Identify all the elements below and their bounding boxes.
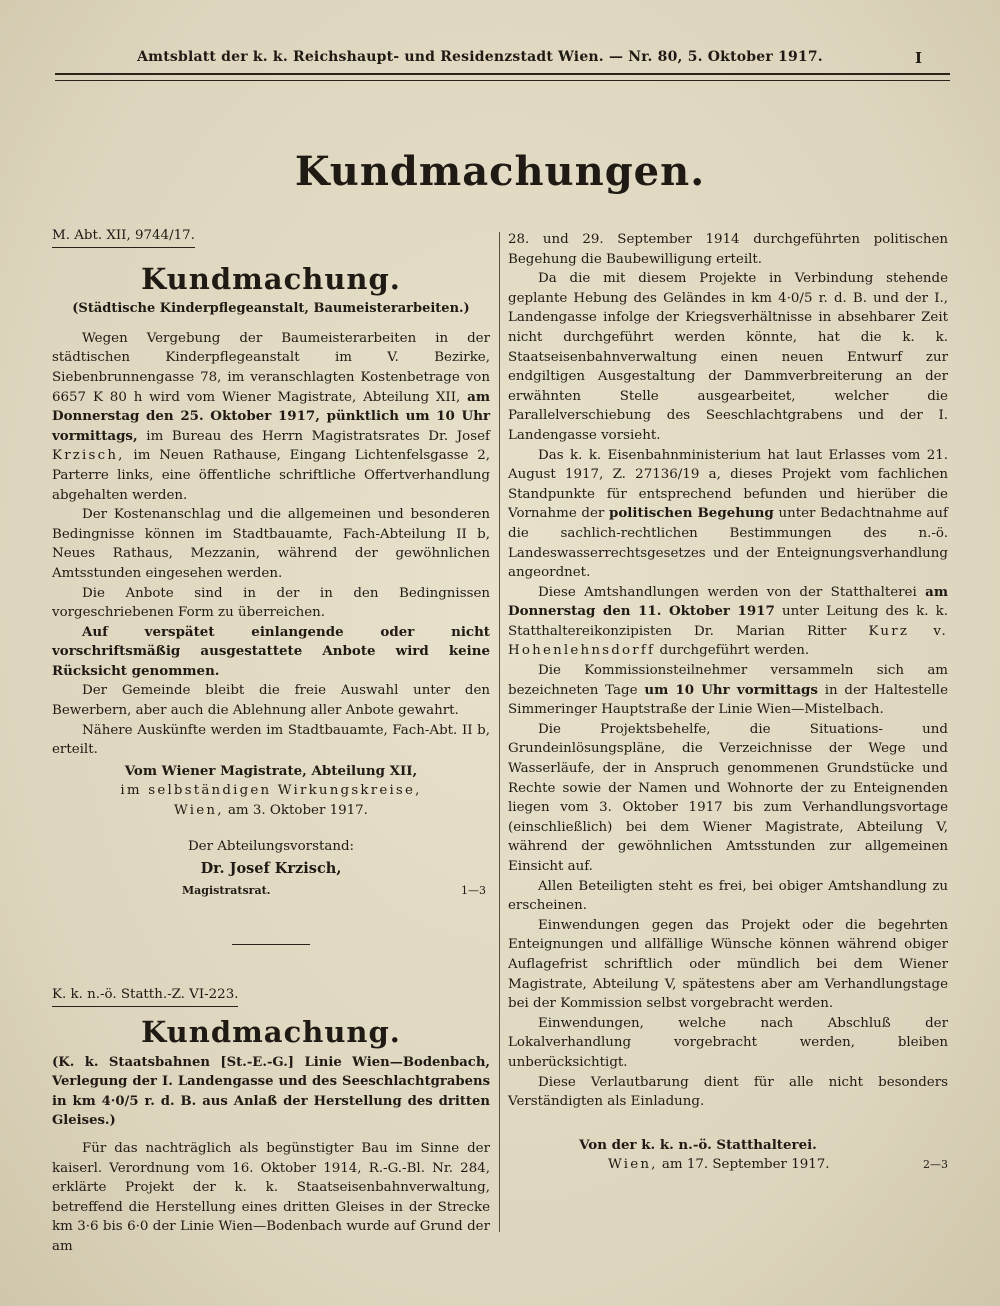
notice2-paragraph [508,583,948,661]
notice2-reference: K. k. n.-ö. Statth.-Z. VI-223. [52,985,238,1007]
notice1-reference: M. Abt. XII, 9744/17. [52,226,195,248]
page-number: I [915,49,923,67]
notice2-paragraph: Allen Beteiligten steht es frei, bei obiger Amtshandlung zu erscheinen. [508,878,948,914]
spaced-name: Krzisch, [52,448,125,464]
header-rule [55,73,950,81]
column-divider [499,232,500,1232]
notice2-start [52,985,490,1256]
notice1-title: Kundmachung. [141,261,401,296]
bold-text: am Donnerstag den 25. Oktober 1917, pünktlich um 10 Uhr vormittags, [52,388,490,444]
notice2-paragraph: Da die mit diesem Projekte in Verbindung stehende geplante Hebung des Geländes in km 4·0/5 r. d. B. und der I., Landengasse infolge der Kriegsverhältnisse in absehbarer Zeit nicht durchgeführt werden könnte, hat die k. k. Staatseisenbahnverwaltung einen neuen Entwurf zur endgiltigen Ausgestaltung der Dammverbreiterung an der erwähnten Stelle ausgearbeitet, welcher die Parallelverschiebung des Seeschlachtgrabens und der I. Landengasse vorsieht. [508,271,948,443]
signature-place: Wien, [174,803,224,819]
text: Das k. k. Eisenbahnministerium hat laut Erlasses vom 21. August 1917, Z. 27136/19 a, dieses Projekt vom fachlichen Standpunkte für entsprechend befunden und hierüber die Vornahme der [508,447,948,522]
notice2-paragraph: Diese Verlautbarung dient für alle nicht besonders Verständigten als Einladung. [508,1074,948,1110]
page-title: Kundmachungen. [294,148,706,195]
notice2-signature [508,1136,948,1175]
signature-row [508,1155,948,1175]
text: Diese Amtshandlungen werden von der Statthalterei [538,584,917,600]
notice2-paragraph [508,446,948,583]
notice1-paragraph: Der Gemeinde bleibt die freie Auswahl unter den Bewerbern, aber auch die Ablehnung aller Anbote gewahrt. [52,683,490,719]
signature-name: Dr. Josef Krzisch, [200,860,342,878]
notice2-subtitle: (K. k. Staatsbahnen [St.-E.-G.] Linie Wien—Bodenbach, Verlegung der I. Landengasse und des Seeschlachtgrabens in km 4·0/5 r. d. B. aus Anlaß der Herstellung des dritten Gleises.) [52,1054,490,1129]
text: unter Leitung des k. k. Statthaltereikonzipisten Dr. Marian Ritter [508,604,948,639]
signature-place: Wien, [608,1157,658,1173]
signature-line: Vom Wiener Magistrate, Abteilung XII, [124,762,418,779]
bold-text: am Donnerstag den 11. Oktober 1917 [508,583,948,620]
text: Wegen Vergebung der Baumeisterarbeiten in der städtischen Kinderpflegeanstalt im V. Bezirke, Siebenbrunnengasse 78, im veranschlagten Kostenbetrage von 6657 K 80 h wird vom Wiener Magistrate, Abteilung XII, [52,330,490,405]
signature-rank: Magistratsrat. [182,883,271,897]
notice1-subtitle: (Städtische Kinderpflegeanstalt, Baumeisterarbeiten.) [72,301,470,317]
signature-line: im selbständigen Wirkungskreise, [120,783,422,799]
notice1-paragraph [52,329,490,505]
notice2-paragraph: 28. und 29. September 1914 durchgeführten politischen Begehung die Baubewilligung erteilt. [508,232,948,267]
notice1-paragraph: Die Anbote sind in der in den Bedingnissen vorgeschriebenen Form zu überreichen. [52,585,490,621]
notice2-paragraph: Einwendungen gegen das Projekt oder die begehrten Enteignungen und allfällige Wünsche können während obiger Auflagefrist schriftlich oder mündlich bei dem Wiener Magistrate, Abteilung V, spätestens aber am Verhandlungstage bei der Kommission selbst vorgebracht werden. [508,917,948,1012]
section-rule [232,944,310,945]
insertion-count: 2—3 [923,1158,948,1172]
text: in der Haltestelle Simmeringer Hauptstraße der Linie Wien—Mistelbach. [508,682,949,718]
notice2-paragraph: Für das nachträglich als begünstigter Bau im Sinne der kaiserl. Verordnung vom 16. Oktober 1914, R.-G.-Bl. Nr. 284, erklärte Projekt der k. k. Staatseisenbahnverwaltung, betreffend die Herstellung eines dritten Gleises in der Strecke km 3·6 bis 6·0 der Linie Wien—Bodenbach wurde auf Grund der am [52,1140,490,1254]
left-column [52,226,490,1257]
bold-text: politischen Begehung [609,505,774,522]
text: unter Bedachtnahme auf die sachlich-rechtlichen Bestimmungen des n.-ö. Landeswasserrechtsgesetzes und der Enteignungsverhandlung angeordnet. [508,506,948,581]
insertion-count: 1—3 [461,883,486,897]
notice1-paragraph: Auf verspätet einlangende oder nicht vorschriftsmäßig ausgestattete Anbote wird keine Rücksicht genommen. [52,623,490,679]
right-column [508,230,948,1175]
notice1-signature [52,762,490,901]
notice1 [52,226,490,900]
text: im Neuen Rathause, Eingang Lichtenfelsgasse 2, Parterre links, eine öffentliche schriftliche Offertverhandlung abgehalten werden. [52,448,490,503]
signature-line: Von der k. k. n.-ö. Statthalterei. [579,1136,817,1153]
signature-row [52,881,490,901]
text: Die Kommissionsteilnehmer versammeln sich am bezeichneten Tage [508,663,948,698]
bold-text: um 10 Uhr vormittags [644,681,818,698]
signature-office: Der Abteilungsvorstand: [187,838,355,854]
notice2-title: Kundmachung. [141,1015,401,1049]
signature-date: am 17. September 1917. [661,1157,830,1173]
page-header: Amtsblatt der k. k. Reichshaupt- und Residenzstadt Wien. — Nr. 80, 5. Oktober 1917. [137,49,823,65]
text: im Bureau des Herrn Magistratsrates Dr. Josef [146,428,490,444]
notice1-paragraph: Der Kostenanschlag und die allgemeinen und besonderen Bedingnisse können im Stadtbauamte, Fach-Abteilung II b, Neues Rathaus, Mezzanin, während der gewöhnlichen Amtsstunden eingesehen werden. [52,507,490,581]
text: durchgeführt werden. [659,643,810,659]
spaced-name: Kurz v. Hohenlehnsdorff [508,623,948,659]
notice2-paragraph [508,661,948,720]
notice1-paragraph: Nähere Auskünfte werden im Stadtbauamte, Fach-Abt. II b, erteilt. [52,722,490,758]
notice2-paragraph: Die Projektsbehelfe, die Situations- und Grundeinlösungspläne, die Verzeichnisse der Wege und Wasserläufe, der in Anspruch genommenen Grundstücke und Rechte sowie der Namen und Wohnorte der zu Enteignenden liegen vom 3. Oktober 1917 bis zum Verhandlungsvortage (einschließlich) bei dem Wiener Magistrate, Abteilung V, während der gewöhnlichen Amtsstunden zur allgemeinen Einsicht auf. [508,721,948,874]
signature-date: am 3. Oktober 1917. [227,803,368,819]
notice2-paragraph: Einwendungen, welche nach Abschluß der Lokalverhandlung vorgebracht werden, bleiben unberücksichtigt. [508,1015,948,1070]
